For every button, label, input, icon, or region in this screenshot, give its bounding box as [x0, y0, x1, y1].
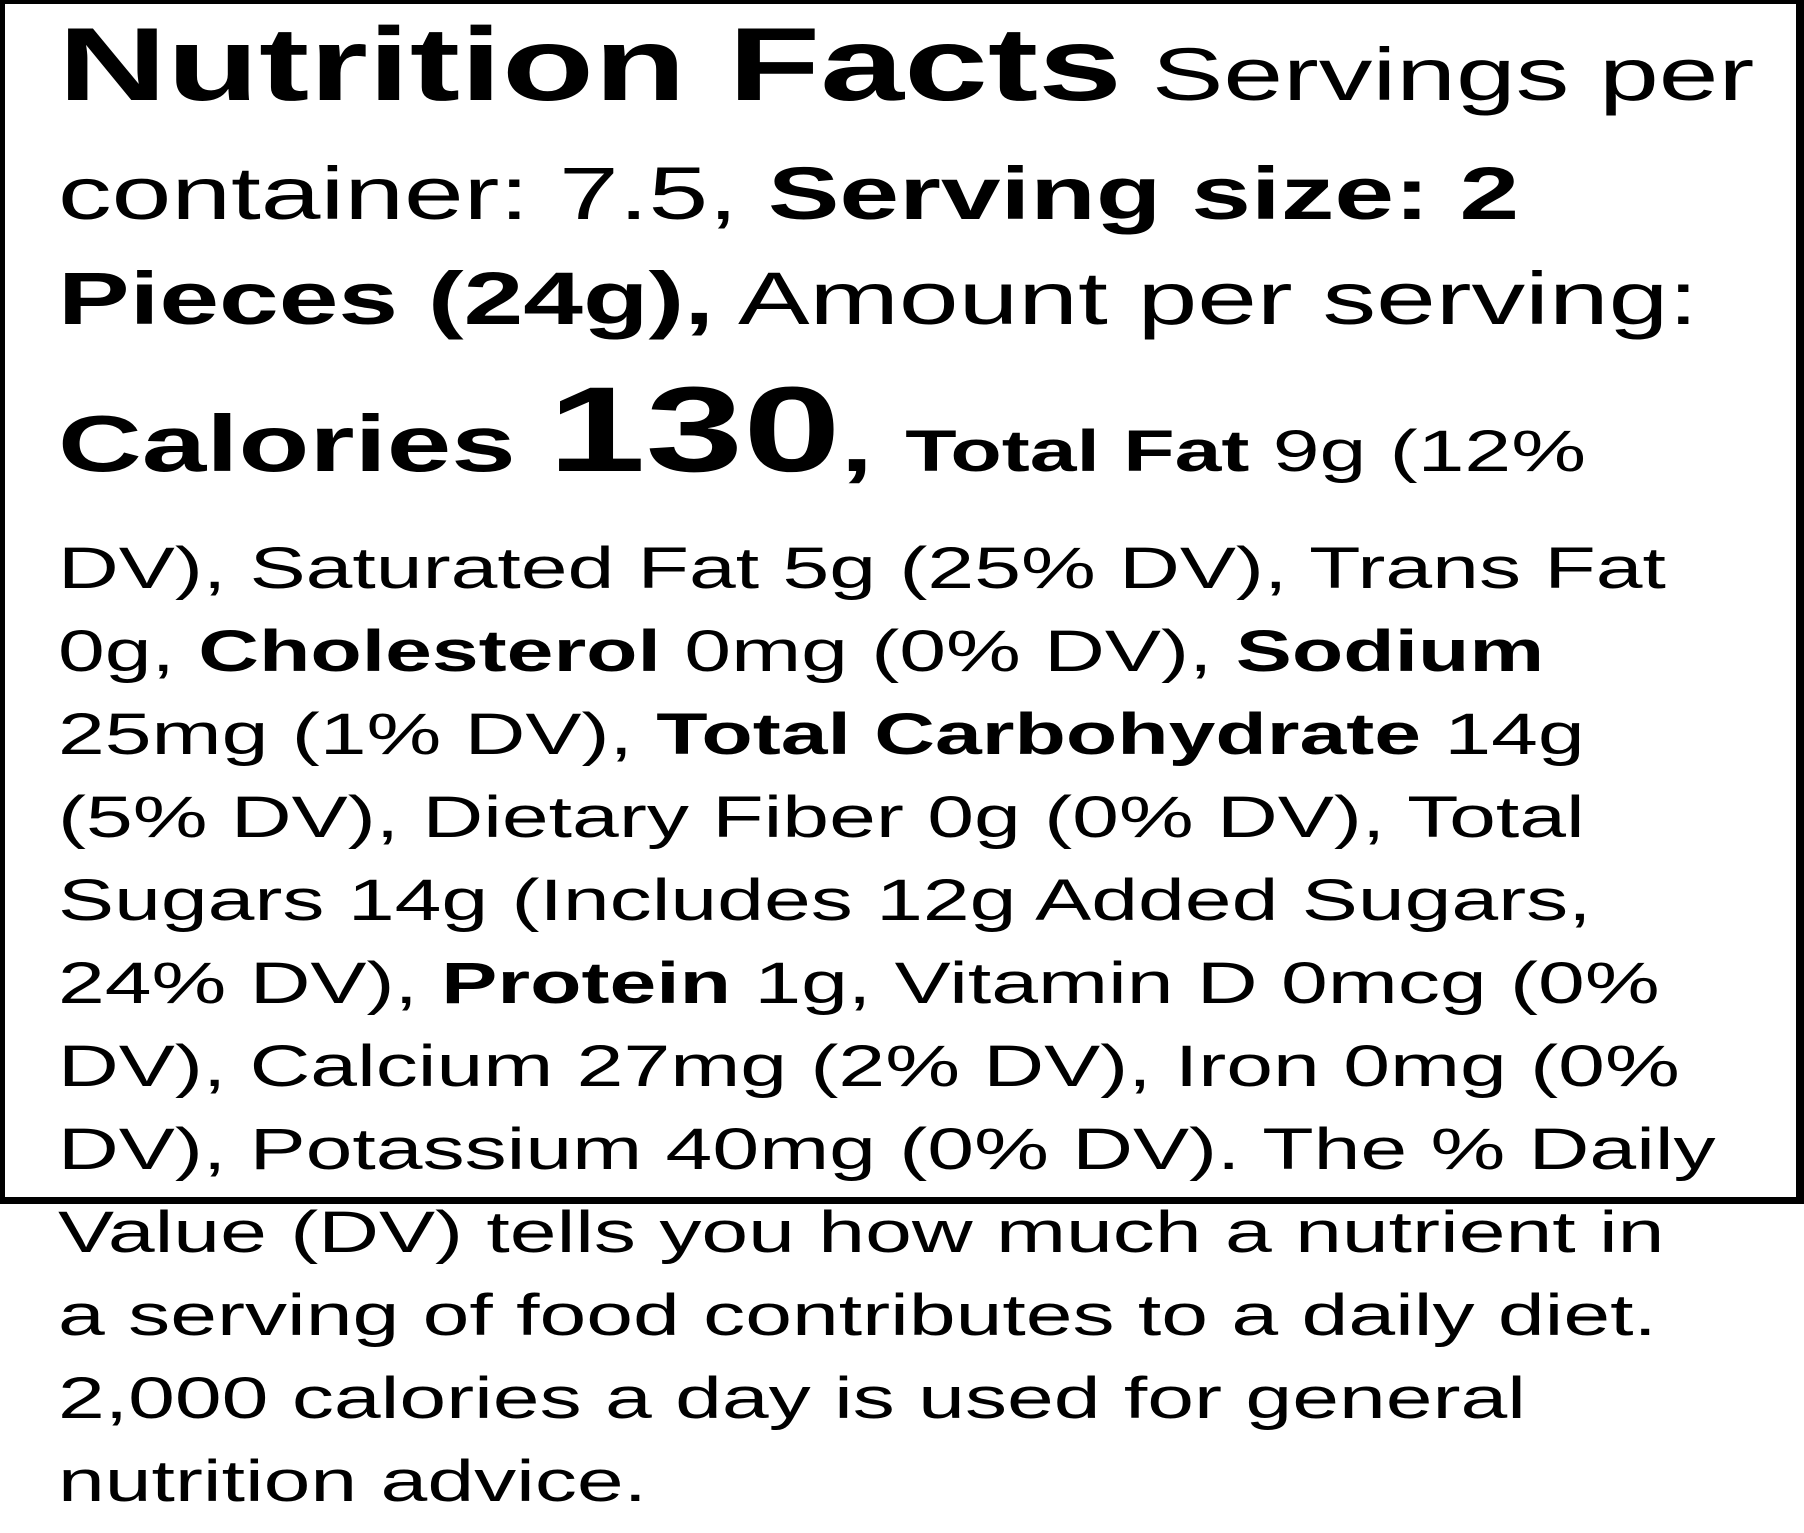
label-text-segment: Amount per serving:: [714, 257, 1699, 340]
label-text-segment: 2,000 calories a day is used for general: [58, 1366, 1526, 1431]
label-text-segment: 24% DV),: [58, 951, 442, 1016]
label-line-content: [58, 786, 1585, 869]
label-line-7: [58, 703, 1784, 786]
label-line-content: [58, 7, 1755, 154]
label-text-segment: Sodium: [1235, 619, 1545, 684]
label-line-content: [58, 703, 1585, 786]
label-text-segment: 1g, Vitamin D 0mcg (0%: [731, 951, 1660, 1016]
label-line-1: [58, 7, 1784, 154]
label-text-segment: 0mg (0% DV),: [660, 619, 1236, 684]
label-text-segment: 130: [548, 361, 841, 497]
label-text-segment: Pieces (24g),: [58, 257, 715, 340]
label-text-segment: Serving size: 2: [767, 152, 1520, 235]
label-line-6: [58, 620, 1784, 703]
label-line-content: [58, 1118, 1716, 1201]
label-text-segment: Nutrition Facts: [58, 7, 1123, 123]
label-line-content: [58, 620, 1544, 703]
label-line-content: [58, 1201, 1664, 1284]
label-line-4: [58, 361, 1784, 537]
label-line-content: [58, 537, 1666, 620]
label-line-12: [58, 1118, 1784, 1201]
label-text-segment: Total Carbohydrate: [656, 702, 1422, 767]
label-text-segment: DV), Calcium 27mg (2% DV), Iron 0mg (0%: [58, 1034, 1680, 1099]
label-text-segment: DV), Potassium 40mg (0% DV). The % Daily: [58, 1117, 1716, 1182]
label-line-content: [58, 154, 1519, 259]
label-text-segment: Servings per: [1122, 33, 1755, 116]
label-text-segment: Cholesterol: [198, 619, 661, 684]
label-text-segment: (5% DV), Dietary Fiber 0g (0% DV), Total: [58, 785, 1585, 850]
label-line-9: [58, 869, 1784, 952]
label-line-14: [58, 1284, 1784, 1367]
label-line-content: [58, 1035, 1680, 1118]
label-text-segment: Total Fat: [905, 419, 1250, 484]
label-text: [58, 7, 1784, 1533]
label-line-content: [58, 1284, 1657, 1367]
label-text-segment: Value (DV) tells you how much a nutrient in: [58, 1200, 1665, 1265]
label-line-content: [58, 361, 1587, 537]
label-line-content: [58, 869, 1592, 952]
label-text-segment: 0g,: [58, 619, 199, 684]
label-line-16: [58, 1450, 1784, 1533]
label-line-8: [58, 786, 1784, 869]
label-line-15: [58, 1367, 1784, 1450]
label-text-segment: ,: [840, 399, 906, 488]
label-line-content: [58, 1367, 1526, 1450]
label-text-segment: a serving of food contributes to a daily diet.: [58, 1283, 1657, 1348]
label-text-segment: DV), Saturated Fat 5g (25% DV), Trans Fat: [58, 536, 1666, 601]
label-line-2: [58, 154, 1784, 259]
label-text-segment: 25mg (1% DV),: [58, 702, 657, 767]
label-text-segment: Protein: [441, 951, 732, 1016]
label-line-content: [58, 952, 1660, 1035]
label-text-segment: container: 7.5,: [58, 152, 768, 235]
label-line-5: [58, 537, 1784, 620]
label-text-segment: Calories: [58, 399, 549, 488]
label-text-segment: 14g: [1421, 702, 1585, 767]
label-text-segment: Sugars 14g (Includes 12g Added Sugars,: [58, 868, 1592, 933]
label-line-11: [58, 1035, 1784, 1118]
label-text-segment: nutrition advice.: [58, 1449, 648, 1514]
label-line-13: [58, 1201, 1784, 1284]
label-line-10: [58, 952, 1784, 1035]
label-line-3: [58, 259, 1784, 364]
label-line-content: [58, 1450, 647, 1533]
label-text-segment: 9g (12%: [1249, 419, 1587, 484]
label-line-content: [58, 259, 1698, 364]
